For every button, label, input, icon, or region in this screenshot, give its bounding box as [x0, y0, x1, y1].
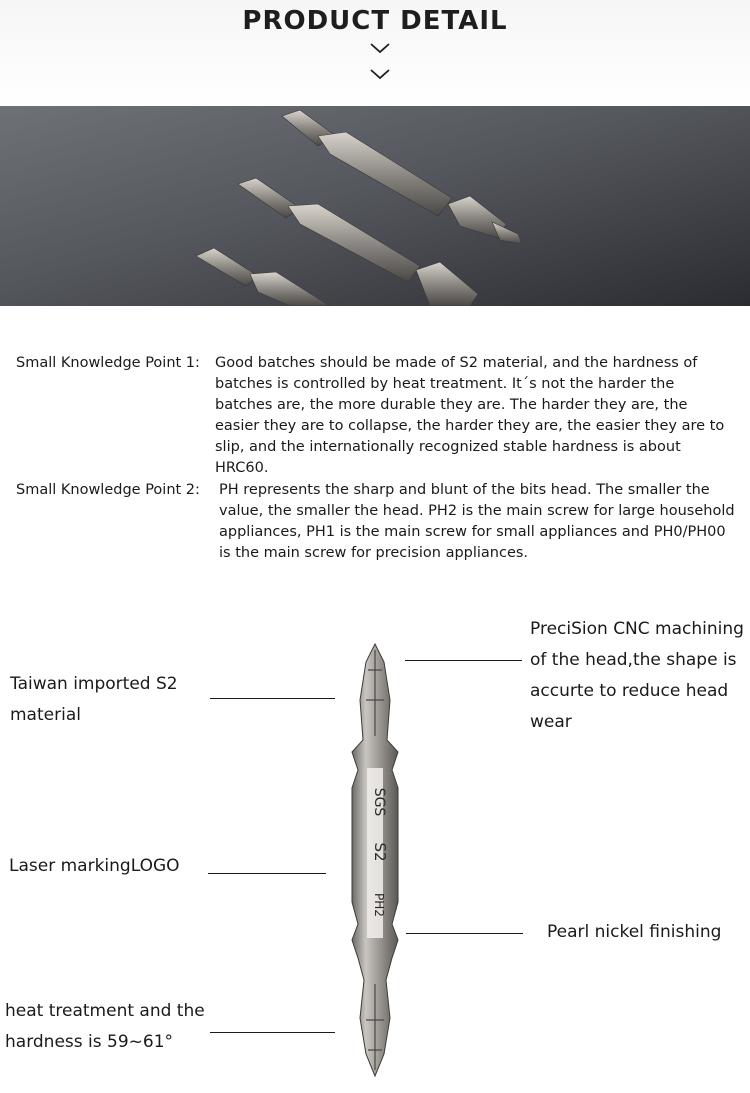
knowledge-point-text: PH represents the sharp and blunt of the bits head. The smaller the value, the smaller the head. PH2 is the main screw for large household appliances, PH1 is the main screw for small appliances and PH0/PH00 is the main screw for precision appliances. — [219, 482, 735, 561]
page-title: PRODUCT DETAIL — [242, 6, 508, 36]
bit-marking-s2: S2 — [371, 842, 389, 862]
leader-line — [208, 873, 326, 874]
screwdriver-bit-diagram — [330, 640, 420, 1080]
callout-heat-treatment: heat treatment and the hardness is 59~61° — [5, 1001, 205, 1052]
knowledge-point-label: Small Knowledge Point 2: — [16, 482, 200, 498]
callout-pearl-nickel: Pearl nickel finishing — [547, 922, 722, 942]
chevron-down-icon — [367, 41, 393, 55]
chevron-down-icon — [367, 67, 393, 81]
product-photo — [0, 106, 750, 306]
knowledge-point-label: Small Knowledge Point 1: — [16, 355, 200, 371]
knowledge-point-2 — [16, 480, 736, 564]
leader-line — [406, 933, 523, 934]
callout-precision-cnc: PreciSion CNC machining of the head,the shape is accurte to reduce head wear — [530, 619, 744, 732]
callout-laser-marking: Laser markingLOGO — [9, 856, 180, 876]
knowledge-point-text: Good batches should be made of S2 material, and the hardness of batches is controlled by heat treatment. It´s not the harder the batches are, the more durable they are. The harder they are, the easier they are to collapse, the harder they are, the easier they are to slip, and the internationally recognized stable hardness is about HRC60. — [215, 355, 725, 476]
leader-line — [405, 660, 522, 661]
bit-marking-sgs: SGS — [371, 787, 387, 817]
header-banner — [0, 0, 750, 106]
callout-s2-material: Taiwan imported S2 material — [10, 674, 178, 725]
leader-line — [210, 1032, 335, 1033]
bit-marking-ph2: PH2 — [372, 893, 386, 917]
leader-line — [210, 698, 335, 699]
knowledge-point-1 — [16, 353, 736, 479]
